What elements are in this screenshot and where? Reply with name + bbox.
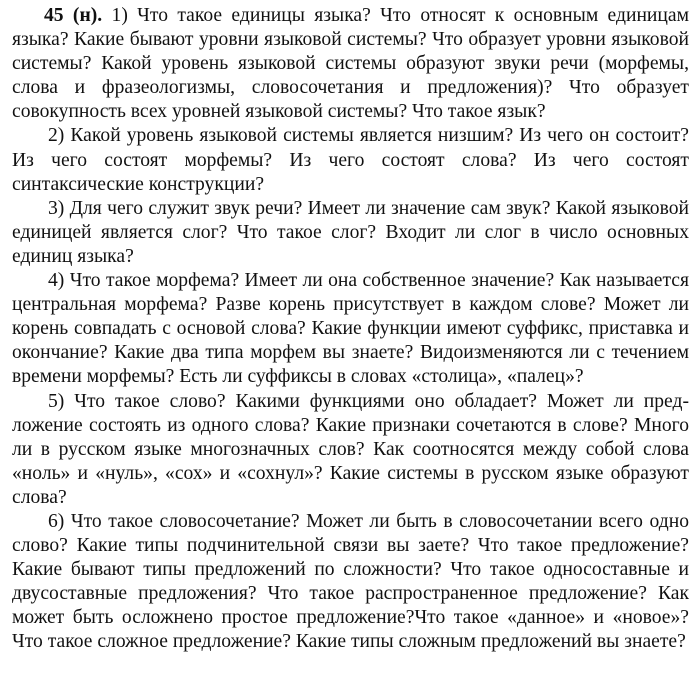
exercise-number: 45 (н). <box>44 5 103 26</box>
exercise-paragraph-2 <box>12 124 689 196</box>
question-group-1: 1) Что такое единицы языка? Что относят к основным единицам языка? Какие бывают уровни языковой системы? Что образует уровни языковой системы? Какой уровень языковой системы образуют звуки речи (морфемы, слова и фразеологизмы, словосочетания и предложения)? Что образует совокупность всех уровней языковой системы? Что такое язык? <box>12 5 689 123</box>
exercise-paragraph-5 <box>12 390 689 510</box>
exercise-paragraph-6 <box>12 510 689 655</box>
exercise-paragraph-1 <box>12 4 689 124</box>
question-group-5: 5) Что такое слово? Какими функциями оно обладает? Может ли предложение состоять из одного слова? Какие признаки сочетаются в слове? Много ли в русском языке многозначных слов? Как соотносятся между собой слова «ноль» и «нуль», «сох» и «сохнул»? Какие системы в русском языке образуют слова? <box>12 390 689 508</box>
exercise-paragraph-4 <box>12 269 689 389</box>
question-group-4: 4) Что такое морфема? Имеет ли она собственное значение? Как называется центральная морфема? Разве корень присутствует в каждом слове? Может ли корень совпадать с основой слова? Какие функции имеют суффикс, приставка и окончание? Какие два типа морфем вы знаете? Видоизменяются ли с течением времени морфемы? Есть ли суффиксы в словах «столица», «палец»? <box>12 270 689 388</box>
question-group-2: 2) Какой уровень языковой системы является низшим? Из чего он состоит? Из чего состоят морфемы? Из чего состоят слова? Из чего состоят синтаксические конструкции? <box>12 125 689 195</box>
question-group-3: 3) Для чего служит звук речи? Имеет ли значение сам звук? Какой языковой единицей является слог? Что такое слог? Входит ли слог в число основных единиц языка? <box>12 197 689 267</box>
exercise-paragraph-3 <box>12 197 689 269</box>
question-group-6: 6) Что такое словосочетание? Может ли быть в словосочетании всего одно слово? Какие типы подчинительной связи вы заете? Что такое предложение? Какие бывают типы предложений по сложности? Что такое односоставные и двусоставные предложения? Что такое распространенное предложение? Как может быть осложнено простое предложение?Что такое «данное» и «новое»? Что такое сложное предложение? Какие типы сложным предложений вы знаете? <box>12 510 689 653</box>
